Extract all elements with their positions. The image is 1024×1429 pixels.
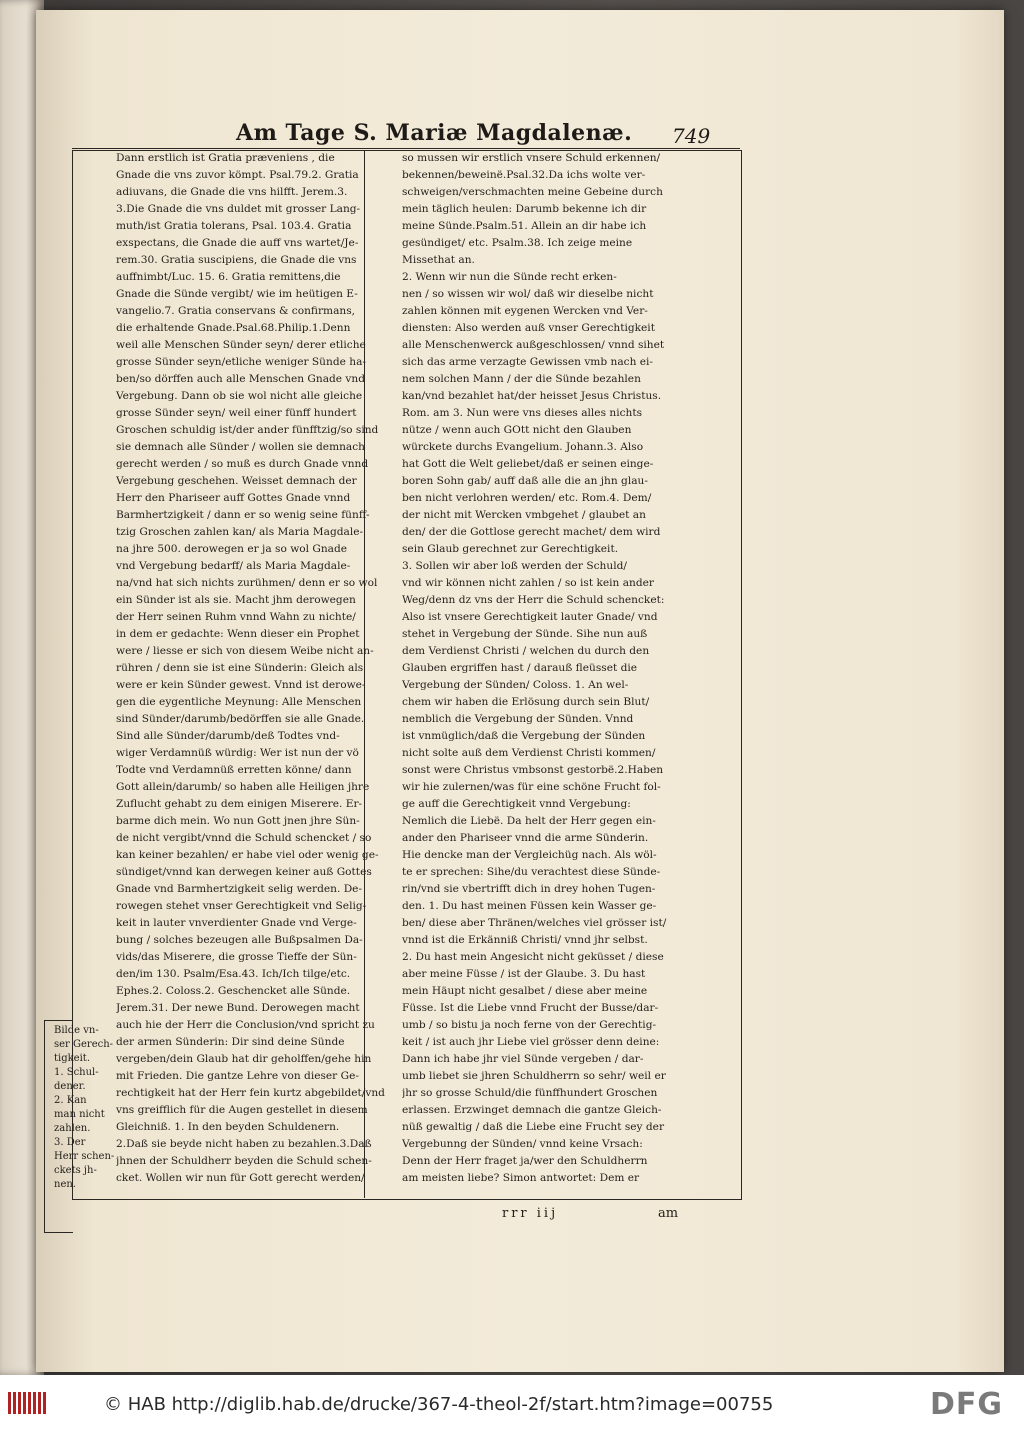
text-line: umb liebet sie jhren Schuldherrn so sehr/ weil er [402,1070,666,1082]
text-line: Nemlich die Liebë. Da helt der Herr gegen ein- [402,815,656,827]
text-line: Jerem.31. Der newe Bund. Derowegen macht [116,1002,360,1014]
text-line: tzig Groschen zahlen kan/ als Maria Magdale- [116,526,364,538]
text-line: keit / ist auch jhr Liebe viel grösser denn deine: [402,1036,660,1048]
margin-note-line: 3. Der [54,1137,86,1148]
margin-note-line: Bilde vn- [54,1025,99,1036]
text-line: dem Verdienst Christi / welchen du durch den [402,645,650,657]
text-line: ben nicht verlohren werden/ etc. Rom.4. Dem/ [402,492,652,504]
text-line: sind Sünder/darumb/bedörffen sie alle Gnade. [116,713,365,725]
text-line: vnnd ist die Erkänniß Christi/ vnnd jhr selbst. [402,934,648,946]
text-line: Vergebung der Sünden/ Coloss. 1. An wel- [402,679,629,691]
text-line: Missethat an. [402,254,475,266]
text-line: de nicht vergibt/vnnd die Schuld schencket / so [116,832,372,844]
text-line: Sind alle Sünder/darumb/deß Todtes vnd- [116,730,340,742]
text-line: Gnade vnd Barmhertzigkeit selig werden. De- [116,883,363,895]
right-column [402,150,686,1187]
text-line: Weg/denn dz vns der Herr die Schuld schencket: [402,594,665,606]
text-line: nem solchen Mann / der die Sünde bezahlen [402,373,641,385]
margin-note-line: ckets jh- [54,1165,97,1176]
text-line: ein Sünder ist als sie. Macht jhm derowegen [116,594,356,606]
text-line: zahlen können mit eygenen Wercken vnd Ver- [402,305,648,317]
dfg-logo-icon: DFG [930,1387,1004,1422]
text-line: vns greifflich für die Augen gestellet in diesem [116,1104,368,1116]
catchword: am [658,1206,679,1221]
text-line: aber meine Füsse / ist der Glaube. 3. Du hast [402,968,646,980]
text-line: te er sprechen: Sihe/du verachtest diese Sünde- [402,866,661,878]
text-line: sündiget/vnnd kan derwegen keiner auß Gottes [116,866,372,878]
text-line: gerecht werden / so muß es durch Gnade vnnd [116,458,369,470]
margin-note-line: nen. [54,1179,76,1190]
text-line: vnd wir können nicht zahlen / so ist kein ander [402,577,654,589]
text-line: nüß gewaltig / daß die Liebe eine Frucht sey der [402,1121,665,1133]
header-rule [72,148,740,149]
margin-note-line: ser Gerech- [54,1039,114,1050]
text-line: meine Sünde.Psalm.51. Allein an dir habe ich [402,220,647,232]
text-line: na/vnd hat sich nichts zurühmen/ denn er so wol [116,577,378,589]
text-line: ist vnmüglich/daß die Vergebung der Sünden [402,730,646,742]
text-line: Herr den Phariseer auff Gottes Gnade vnnd [116,492,351,504]
text-line: gesündiget/ etc. Psalm.38. Ich zeige meine [402,237,633,249]
text-line: keit in lauter vnverdienter Gnade vnd Verge- [116,917,357,929]
text-line: weil alle Menschen Sünder seyn/ derer etliche [116,339,366,351]
text-line: barme dich mein. Wo nun Gott jnen jhre Sün- [116,815,360,827]
text-line: Denn der Herr fraget ja/wer den Schuldherrn [402,1155,648,1167]
text-line: jhnen der Schuldherr beyden die Schuld schen- [116,1155,372,1167]
margin-note-line: man nicht [54,1109,105,1120]
text-line: gen die eygentliche Meynung: Alle Menschen [116,696,362,708]
text-line: Vergebunng der Sünden/ vnnd keine Vrsach: [402,1138,643,1150]
text-line: der Herr seinen Ruhm vnnd Wahn zu nichte/ [116,611,356,623]
text-line: den/im 130. Psalm/Esa.43. Ich/Ich tilge/etc. [116,968,351,980]
text-line: sich das arme verzagte Gewissen vmb nach ei- [402,356,654,368]
text-line: 3. Sollen wir aber loß werden der Schuld/ [402,560,627,572]
margin-note-line: zahlen. [54,1123,91,1134]
text-line: Vergebung geschehen. Weisset demnach der [116,475,357,487]
text-line: mein Häupt nicht gesalbet / diese aber meine [402,985,648,997]
text-line: alle Menschenwerck außgeschlossen/ vnnd sihet [402,339,665,351]
text-line: grosse Sünder seyn/etliche weniger Sünde ha- [116,356,366,368]
text-line: Vergebung. Dann ob sie wol nicht alle gleiche [116,390,363,402]
text-line: sonst were Christus vmbsonst gestorbë.2.Haben [402,764,664,776]
running-title: Am Tage S. Mariæ Magdalenæ. [236,120,633,146]
printer-signature: rrr iij [502,1206,559,1221]
text-line: jhr so grosse Schuld/die fünffhundert Groschen [402,1087,658,1099]
text-line: 2. Wenn wir nun die Sünde recht erken- [402,271,617,283]
text-line: cket. Wollen wir nun für Gott gerecht werden/ [116,1172,365,1184]
text-line: ander den Phariseer vnnd die arme Sünderin. [402,832,649,844]
text-line: rin/vnd sie vbertrifft dich in drey hohen Tugen- [402,883,656,895]
left-column [116,150,400,1187]
text-line: erlassen. Erzwinget demnach die gantze Gleich- [402,1104,662,1116]
margin-note-line: tigkeit. [54,1053,90,1064]
page-number: 749 [672,124,711,148]
footer-citation-link[interactable]: © HAB http://diglib.hab.de/drucke/367-4-theol-2f/start.htm?image=00755 [104,1394,774,1415]
text-line: Dann ich habe jhr viel Sünde vergeben / dar- [402,1053,644,1065]
text-line: rem.30. Gratia suscipiens, die Gnade die vns [116,254,357,266]
text-line: Gnade die Sünde vergibt/ wie im heütigen E- [116,288,358,300]
text-line: auch hie der Herr die Conclusion/vnd spricht zu [116,1019,375,1031]
text-line: exspectans, die Gnade die auff vns wartet/Je- [116,237,359,249]
text-line: der nicht mit Wercken vmbgehet / glaubet an [402,509,646,521]
text-line: grosse Sünder seyn/ weil einer fünff hundert [116,407,357,419]
text-line: vangelio.7. Gratia conservans & confirmans, [116,305,356,317]
text-line: diensten: Also werden auß vnser Gerechtigkeit [402,322,655,334]
text-line: nen / so wissen wir wol/ daß wir dieselbe nicht [402,288,654,300]
text-line: ge auff die Gerechtigkeit vnnd Vergebung: [402,798,631,810]
margin-note-line: Herr schen- [54,1151,115,1162]
text-line: Hie dencke man der Vergleichüg nach. Als wöl- [402,849,657,861]
margin-note-line: 1. Schul- [54,1067,99,1078]
text-line: vnd Vergebung bedarff/ als Maria Magdale- [116,560,351,572]
text-line: Groschen schuldig ist/der ander fünfftzig/so sind [116,424,379,436]
text-line: nemblich die Vergebung der Sünden. Vnnd [402,713,634,725]
text-line: vergeben/dein Glaub hat dir geholffen/gehe hin [116,1053,372,1065]
text-line: na jhre 500. derowegen er ja so wol Gnade [116,543,348,555]
text-line: sie demnach alle Sünder / wollen sie demnach [116,441,366,453]
text-line: den/ der die Gottlose gerecht machet/ dem wird [402,526,661,538]
text-line: Ephes.2. Coloss.2. Geschencket alle Sünde. [116,985,351,997]
text-line: rowegen stehet vnser Gerechtigkeit vnd Selig- [116,900,367,912]
text-line: Dann erstlich ist Gratia præveniens , die [116,152,335,164]
text-line: am meisten liebe? Simon antwortet: Dem er [402,1172,640,1184]
hab-logo-icon [8,1392,48,1414]
text-line: so mussen wir erstlich vnsere Schuld erkennen/ [402,152,661,164]
text-line: Füsse. Ist die Liebe vnnd Frucht der Busse/dar- [402,1002,659,1014]
text-line: ben/so dörffen auch alle Menschen Gnade vnd [116,373,366,385]
text-line: wiger Verdamnüß würdig: Wer ist nun der vö [116,747,359,759]
text-line: Gott allein/darumb/ so haben alle Heiligen jhre [116,781,370,793]
text-line: chem wir haben die Erlösung durch sein Blut/ [402,696,650,708]
text-line: würckete durchs Evangelium. Johann.3. Also [402,441,644,453]
text-line: Rom. am 3. Nun were vns dieses alles nichts [402,407,643,419]
text-line: vids/das Miserere, die grosse Tieffe der Sün- [116,951,357,963]
text-line: Glauben ergriffen hast / darauß fleüsset die [402,662,638,674]
text-line: kan keiner bezahlen/ er habe viel oder wenig ge- [116,849,379,861]
text-line: muth/ist Gratia tolerans, Psal. 103.4. Gratia [116,220,352,232]
text-line: Gleichniß. 1. In den beyden Schuldenern. [116,1121,340,1133]
text-line: umb / so bistu ja noch ferne von der Gerechtig- [402,1019,657,1031]
text-line: 2. Du hast mein Angesicht nicht geküsset / diese [402,951,664,963]
text-line: Todte vnd Verdamnüß erretten könne/ dann [116,764,352,776]
text-line: schweigen/verschmachten meine Gebeine durch [402,186,663,198]
text-line: auffnimbt/Luc. 15. 6. Gratia remittens,die [116,271,341,283]
text-line: in dem er gedachte: Wenn dieser ein Prophet [116,628,360,640]
text-line: Barmhertzigkeit / dann er so wenig seine fünff- [116,509,370,521]
text-line: were / liesse er sich von diesem Weibe nicht an- [116,645,374,657]
text-line: were er kein Sünder gewest. Vnnd ist derowe- [116,679,366,691]
text-line: mein täglich heulen: Darumb bekenne ich dir [402,203,647,215]
text-line: Gnade die vns zuvor kömpt. Psal.79.2. Gratia [116,169,359,181]
text-line: Also ist vnsere Gerechtigkeit lauter Gnade/ vnd [402,611,658,623]
text-line: nütze / wenn auch GOtt nicht den Glauben [402,424,632,436]
text-line: adiuvans, die Gnade die vns hilfft. Jerem.3. [116,186,348,198]
text-line: 3.Die Gnade die vns duldet mit grosser Lang- [116,203,361,215]
text-line: Zuflucht gehabt zu dem einigen Miserere. Er- [116,798,363,810]
text-line: die erhaltende Gnade.Psal.68.Philip.1.Denn [116,322,351,334]
text-line: kan/vnd bezahlet hat/der heisset Jesus Christus. [402,390,662,402]
text-line: den. 1. Du hast meinen Füssen kein Wasser ge- [402,900,657,912]
text-line: rechtigkeit hat der Herr fein kurtz abgebildet/vnd [116,1087,385,1099]
text-line: der armen Sünderin: Dir sind deine Sünde [116,1036,345,1048]
text-line: nicht solte auß dem Verdienst Christi kommen/ [402,747,656,759]
text-line: ben/ diese aber Thränen/welches viel grösser ist/ [402,917,667,929]
text-line: wir hie zulernen/was für eine schöne Frucht fol- [402,781,661,793]
text-line: bekennen/beweinë.Psal.32.Da ichs wolte ver- [402,169,646,181]
margin-note-line: 2. Kan [54,1095,87,1106]
text-line: sein Glaub gerechnet zur Gerechtigkeit. [402,543,619,555]
margin-note-line: dener. [54,1081,86,1092]
text-line: bung / solches bezeugen alle Bußpsalmen Da- [116,934,363,946]
text-line: 2.Daß sie beyde nicht haben zu bezahlen.3.Daß [116,1138,372,1150]
text-line: hat Gott die Welt geliebet/daß er seinen einge- [402,458,654,470]
text-line: boren Sohn gab/ auff daß alle die an jhn glau- [402,475,648,487]
margin-note [54,1024,114,1192]
text-line: rühren / denn sie ist eine Sünderin: Gleich als [116,662,364,674]
text-line: mit Frieden. Die gantze Lehre von dieser Ge- [116,1070,359,1082]
text-line: stehet in Vergebung der Sünde. Sihe nun auß [402,628,648,640]
